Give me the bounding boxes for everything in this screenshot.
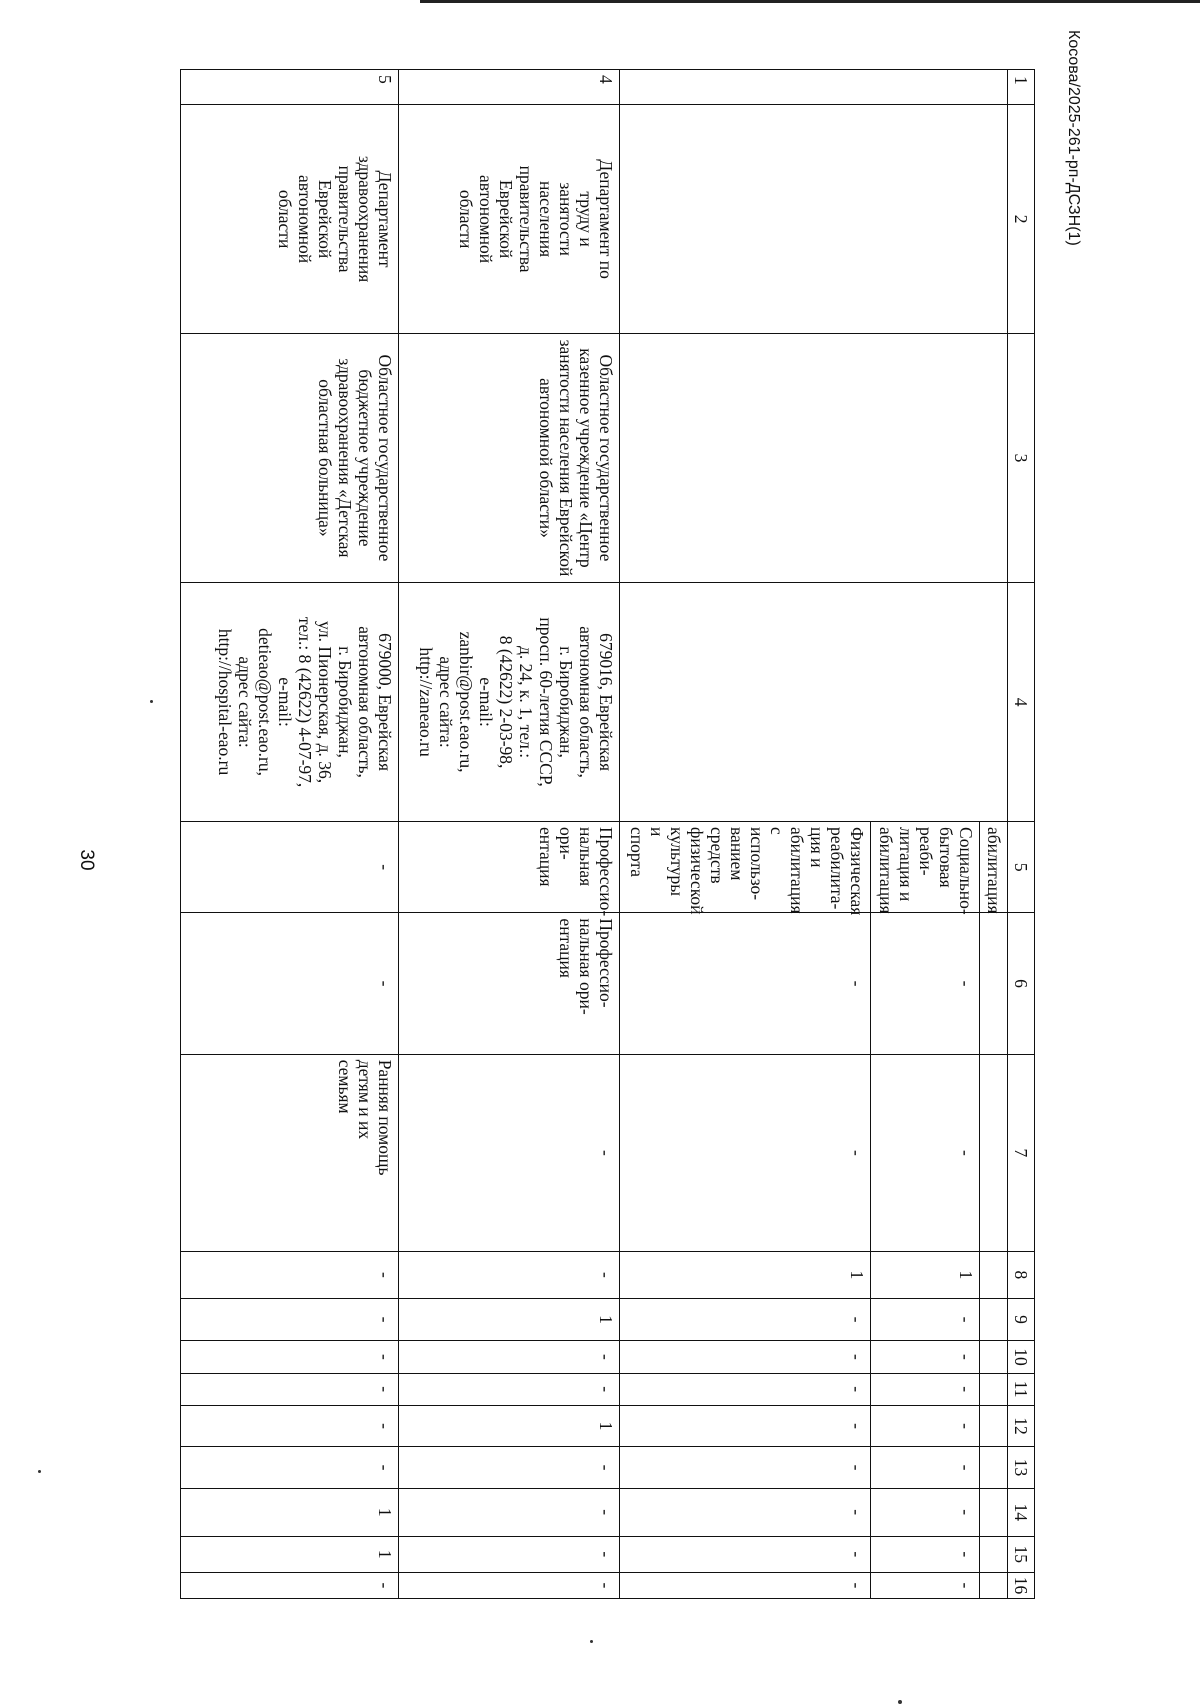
header-cell: 10: [1007, 1341, 1034, 1373]
rotated-table-wrapper: [180, 69, 1035, 1599]
scan-speck: [150, 700, 153, 703]
cell-c16: -: [181, 1572, 399, 1598]
cell-address: 679000, Еврейская автономная область, г. Биробиджан, ул. Пионерская, д. 36, тел.: 8 (42622) 4-07-97, e-mail: detieao@post.eao.ru, адрес сайта: http://hospital-eao.ru: [181, 583, 399, 822]
cell-c9: -: [620, 1298, 871, 1341]
cell-empty: [980, 1447, 1007, 1489]
cell-c14: -: [870, 1488, 980, 1536]
cell-c7: -: [620, 1054, 871, 1251]
cell-c7: -: [870, 1054, 980, 1251]
header-cell: 15: [1007, 1536, 1034, 1572]
cell-c10: -: [399, 1341, 620, 1373]
cell-organization: Областное государственное казенное учреждение «Центр занятости населения Еврейской автономной области»: [399, 333, 620, 582]
header-cell: 11: [1007, 1373, 1034, 1405]
cell-empty: [980, 1054, 1007, 1251]
cell-row-number: 5: [181, 70, 399, 105]
cell-c6: -: [620, 913, 871, 1054]
cell-c13: -: [870, 1447, 980, 1489]
cell-empty: [980, 1298, 1007, 1341]
cell-c8: 1: [620, 1252, 871, 1299]
scan-speck: [38, 1470, 41, 1473]
cell-c9: -: [181, 1298, 399, 1341]
services-table: [180, 69, 1035, 1599]
footer-code: Косова/2025-261-рп-ДСЗН(1): [1065, 30, 1082, 246]
cell-c8: 1: [870, 1252, 980, 1299]
header-cell: 6: [1007, 913, 1034, 1054]
header-cell: 1: [1007, 70, 1034, 105]
cell-c12: -: [620, 1405, 871, 1447]
cell-c6: Профессио- нальная ори- ентация: [399, 913, 620, 1054]
cell-c12: 1: [399, 1405, 620, 1447]
cell-c3-cont: [620, 333, 1007, 582]
cell-c9: 1: [399, 1298, 620, 1341]
header-cell: 3: [1007, 333, 1034, 582]
header-cell: 4: [1007, 583, 1034, 822]
cell-c10: -: [181, 1341, 399, 1373]
cell-c15: -: [620, 1536, 871, 1572]
cell-c10: -: [620, 1341, 871, 1373]
cell-c6: -: [181, 913, 399, 1054]
cell-c15: 1: [181, 1536, 399, 1572]
cell-c5: Профессио- нальная ори- ентация: [399, 822, 620, 913]
scan-edge-line: [420, 0, 1200, 3]
cell-c16: -: [399, 1572, 620, 1598]
cell-empty: [980, 1405, 1007, 1447]
cell-c11: -: [870, 1373, 980, 1405]
continuation-row-top: [980, 70, 1007, 1599]
cell-c9: -: [870, 1298, 980, 1341]
page-number: 30: [76, 849, 97, 871]
cell-c14: -: [399, 1488, 620, 1536]
cell-empty: [980, 1572, 1007, 1598]
cell-c16: -: [620, 1572, 871, 1598]
cell-c5: -: [181, 822, 399, 913]
cell-c15: -: [399, 1536, 620, 1572]
cell-department: Департамент по труду и занятости населения правительства Еврейской автономной области: [399, 105, 620, 334]
cell-c5-social-rehab: Социально- бытовая реаби- литация и абилитация: [870, 822, 980, 913]
scan-speck: [898, 1700, 902, 1704]
cell-c8: -: [181, 1252, 399, 1299]
cell-c7: -: [399, 1054, 620, 1251]
cell-c10: -: [870, 1341, 980, 1373]
header-cell: 13: [1007, 1447, 1034, 1489]
cell-c2-cont: [620, 105, 1007, 334]
cell-row-number: 4: [399, 70, 620, 105]
table-row: [399, 70, 620, 1599]
cell-c12: -: [870, 1405, 980, 1447]
header-cell: 7: [1007, 1054, 1034, 1251]
cell-c14: 1: [181, 1488, 399, 1536]
cell-c7: Ранняя помощь детям и их семьям: [181, 1054, 399, 1251]
cell-c1-cont: [620, 70, 1007, 105]
header-cell: 14: [1007, 1488, 1034, 1536]
cell-empty: [980, 1536, 1007, 1572]
cell-c16: -: [870, 1572, 980, 1598]
cell-department: Департамент здравоохранения правительства Еврейской автономной области: [181, 105, 399, 334]
cell-c11: -: [399, 1373, 620, 1405]
scan-speck: [590, 1640, 593, 1643]
header-cell: 16: [1007, 1572, 1034, 1598]
cell-c13: -: [181, 1447, 399, 1489]
cell-c4-cont: [620, 583, 1007, 822]
table-row: [181, 70, 399, 1599]
header-row: [1007, 70, 1034, 1599]
cell-c15: -: [870, 1536, 980, 1572]
cell-c13: -: [620, 1447, 871, 1489]
cell-organization: Областное государственное бюджетное учреждение здравоохранения «Детская областная больница»: [181, 333, 399, 582]
header-cell: 5: [1007, 822, 1034, 913]
cell-c12: -: [181, 1405, 399, 1447]
cell-address: 679016, Еврейская автономная область, г. Биробиджан, просп. 60-летия СССР, д. 24, к. 1, тел.: 8 (42622) 2-03-98, e-mail: zanbir@post.eao.ru, адрес сайта: http://zaneao.ru: [399, 583, 620, 822]
cell-empty: [980, 913, 1007, 1054]
cell-empty: [980, 1373, 1007, 1405]
cell-c13: -: [399, 1447, 620, 1489]
cell-c14: -: [620, 1488, 871, 1536]
cell-empty: [980, 1488, 1007, 1536]
cell-c11: -: [620, 1373, 871, 1405]
cell-c5-abilitation: абилитация: [980, 822, 1007, 913]
header-cell: 2: [1007, 105, 1034, 334]
cell-c5-physical-rehab: Физическая реабилита- ция и абилитация с использо- ванием средств физической культуры и спорта: [620, 822, 871, 913]
header-cell: 8: [1007, 1252, 1034, 1299]
cell-empty: [980, 1252, 1007, 1299]
cell-c8: -: [399, 1252, 620, 1299]
header-cell: 12: [1007, 1405, 1034, 1447]
cell-c6: -: [870, 913, 980, 1054]
cell-c11: -: [181, 1373, 399, 1405]
cell-empty: [980, 1341, 1007, 1373]
header-cell: 9: [1007, 1298, 1034, 1341]
